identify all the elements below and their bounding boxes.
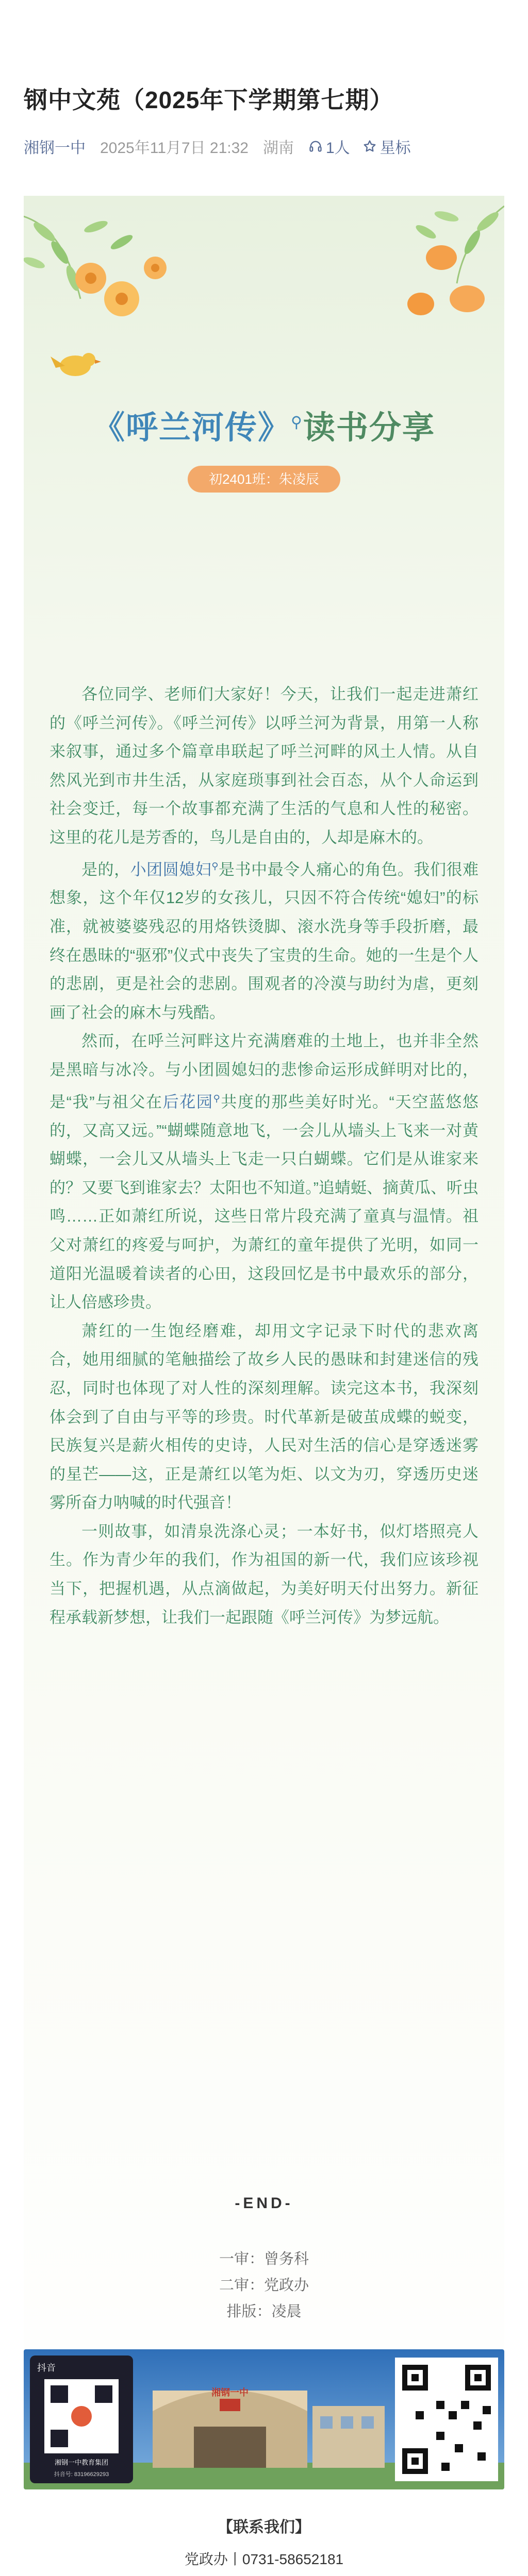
svg-text:湘钢一中教育集团: 湘钢一中教育集团 — [54, 2459, 109, 2466]
end-marker: -END- — [235, 2195, 293, 2212]
footer-illustration — [24, 2349, 504, 2489]
paragraph-4: 萧红的一生饱经磨难，却用文字记录下时代的悲欢离合，她用细腻的笔触描绘了故乡人民的愚昧和封建迷信的残忍，同时也体现了对人性的深刻理解。读完这本书，我深刻体会到了自由与平等的珍贵。时代革新是破茧成蝶的蜕变，民族复兴是薪火相传的史诗，人民对生活的信心是穿透迷雾的星芒——这，正是萧红以笔为炬、以文为刃，穿透历史迷雾所奋力呐喊的时代强音！ — [50, 1321, 478, 1512]
article-title: 钢中文苑（2025年下学期第七期） — [24, 87, 394, 113]
paragraph-3: 然而，在呼兰河畔这片充满磨难的土地上，也并非全然是黑暗与冰冷。与小团圆媳妇的悲惨命运形成鲜明对比的，是“我”与祖父在后花园⚲共度的那些美好时光。“天空蓝悠悠的，又高又远。”“蝴蝶随意地飞，一会儿从墙头上飞来一对黄蝴蝶，一会儿又从墙头上飞走一只白蝴蝶。它们是从谁家来的？又要飞到谁家去？太阳也不知道。”追蜻蜓、摘黄瓜、听虫鸣……正如萧红所说，这些日常片段充满了童真与温情。祖父对萧红的疼爱与呵护，为萧红的童年提供了光明，如同一道阳光温暖着读者的心田，这段回忆是书中最欢乐的部分，让人倍感珍贵。 — [50, 1032, 478, 1312]
article-meta — [24, 135, 411, 158]
bell-flowers-right — [407, 245, 485, 315]
search-icon: ⚲ — [211, 860, 219, 871]
contact-section — [24, 2514, 504, 2576]
listen-count: 1人 — [325, 140, 350, 157]
paragraph-5: 一则故事，如清泉洗涤心灵；一本好书，似灯塔照亮人生。作为青少年的我们，作为祖国的新一代，我们应该珍视当下，把握机遇，从点滴做起，为美好明天付出努力。新征程承载新梦想，让我们一起跟随《呼兰河传》为梦远航。 — [50, 1522, 478, 1626]
banner-subtitle: 读书分享 — [303, 410, 435, 446]
svg-text:抖音: 抖音 — [37, 2363, 56, 2373]
flower-orange-3 — [144, 257, 167, 279]
book-title: 《呼兰河传》 — [92, 410, 291, 446]
listen-button[interactable] — [308, 135, 350, 158]
contact-reception — [24, 2572, 504, 2576]
account-name[interactable]: 湘钢一中 — [24, 140, 86, 157]
editor-credits — [24, 2246, 504, 2325]
willow-leaves-right — [414, 206, 504, 283]
search-icon: ⚲ — [213, 1093, 220, 1104]
footer-banner-image[interactable] — [24, 2349, 504, 2489]
star-button[interactable] — [362, 135, 411, 158]
svg-text:抖音号: 83196629293: 抖音号: 83196629293 — [54, 2471, 109, 2478]
headphones-icon — [308, 139, 323, 154]
flower-orange-1 — [75, 263, 106, 294]
paragraph-2: 是的，小团圆媳妇⚲是书中最令人痛心的角色。我们很难想象，这个年仅12岁的女孩儿，只因不符合传统“媳妇”的标准，就被婆婆残忍的用烙铁烫脚、滚水洗身等手段折磨，最终在愚昧的“驱邪”仪式中丧失了宝贵的生命。她的一生是个人的悲剧，更是社会的悲剧。围观者的冷漠与助纣为虐，更刻画了社会的麻木与残酷。 — [50, 860, 479, 1022]
qr-code-icon — [395, 2358, 498, 2481]
search-link-houhuayuan[interactable]: 后花园 — [162, 1092, 213, 1111]
contact-heading: 【联系我们】 — [218, 2519, 310, 2536]
publish-time: 2025年11月7日 21:32 — [100, 140, 249, 157]
search-icon: ⚲ — [291, 414, 303, 431]
banner-title — [24, 402, 504, 448]
bird-icon — [51, 353, 101, 376]
publish-location: 湖南 — [262, 140, 294, 157]
credit-review-2: 二审：党政办 — [219, 2277, 309, 2294]
byline-badge: 初2401班：朱凌辰 — [188, 466, 340, 493]
star-icon — [362, 139, 377, 154]
paragraph-1: 各位同学、老师们大家好！今天，让我们一起走进萧红的《呼兰河传》。《呼兰河传》以呼兰河为背景，用第一人称来叙事，通过多个篇章串联起了呼兰河畔的风土人情。从自然风光到市井生活，从家庭琐事到社会百态，从个人命运到社会变迁，每一个故事都充满了生活的气息和人性的秘密。这里的花儿是芳香的，鸟儿是自由的，人却是麻木的。 — [50, 685, 478, 846]
article-body — [50, 680, 478, 1632]
article-content — [24, 196, 504, 2499]
credit-review-1: 一审：曾务科 — [219, 2251, 309, 2267]
credit-layout: 排版：凌晨 — [226, 2303, 302, 2320]
svg-text:湘钢一中: 湘钢一中 — [211, 2387, 249, 2398]
douyin-card — [30, 2355, 133, 2483]
flower-orange-2 — [104, 281, 139, 316]
star-label: 星标 — [380, 140, 411, 157]
search-link-xiaotuanyuan[interactable]: 小团圆媳妇 — [130, 860, 212, 878]
contact-office: 党政办丨0731-58652181 — [184, 2551, 344, 2567]
banner-illustration — [24, 196, 504, 567]
